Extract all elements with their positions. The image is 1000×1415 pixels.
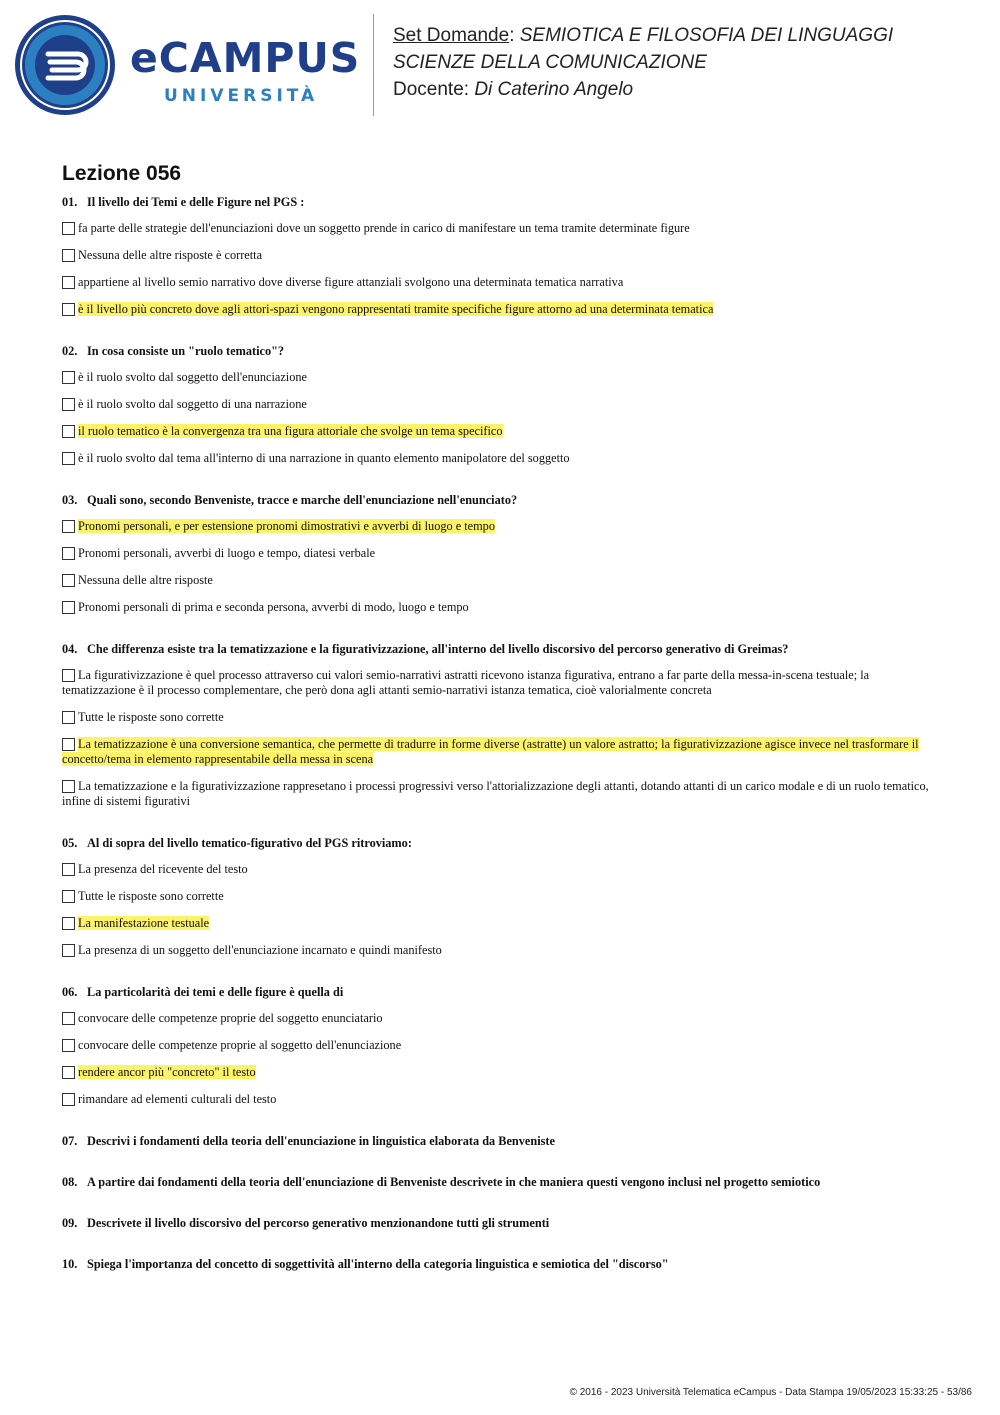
question-number: 06. [62, 985, 78, 999]
open-question [62, 1134, 942, 1149]
question-list [62, 195, 942, 1298]
question-text [62, 195, 942, 210]
question-spacer [62, 970, 942, 985]
checkbox[interactable] [62, 944, 75, 957]
answer-text: La manifestazione testuale [78, 916, 210, 930]
question-spacer [62, 821, 942, 836]
logo-brand: eCAMPUS [130, 34, 361, 82]
checkbox[interactable] [62, 276, 75, 289]
checkbox[interactable] [62, 398, 75, 411]
answer-option[interactable] [62, 370, 942, 385]
question-spacer [62, 478, 942, 493]
question-number: 02. [62, 344, 78, 358]
answer-option[interactable] [62, 710, 942, 725]
checkbox[interactable] [62, 601, 75, 614]
answer-text: è il ruolo svolto dal soggetto dell'enunciazione [78, 370, 307, 384]
answer-text: La tematizzazione è una conversione semantica, che permette di tradurre in forme diverse (astratte) un valore astratto; la figurativizzazione agisce invece nel trasformare il concetto/tema in elemento rappresentabile della messa in scena [62, 737, 919, 766]
answer-text: è il ruolo svolto dal tema all'interno di una narrazione in quanto elemento manipolatore del soggetto [78, 451, 570, 465]
page-header [0, 0, 1000, 130]
answer-option[interactable] [62, 248, 942, 263]
question-block [62, 836, 942, 985]
checkbox[interactable] [62, 669, 75, 682]
question-number: 03. [62, 493, 78, 507]
question-number: 08. [62, 1175, 78, 1189]
question-number: 04. [62, 642, 78, 656]
question-label: In cosa consiste un "ruolo tematico"? [87, 344, 285, 358]
answer-option[interactable] [62, 600, 942, 615]
checkbox[interactable] [62, 1093, 75, 1106]
checkbox[interactable] [62, 249, 75, 262]
question-text [62, 985, 942, 1000]
degree-name: SCIENZE DELLA COMUNICAZIONE [393, 52, 707, 73]
checkbox[interactable] [62, 452, 75, 465]
answer-text: Tutte le risposte sono corrette [78, 710, 224, 724]
answer-text: Pronomi personali, avverbi di luogo e tempo, diatesi verbale [78, 546, 376, 560]
answer-text: rimandare ad elementi culturali del testo [78, 1092, 277, 1106]
checkbox[interactable] [62, 1012, 75, 1025]
answer-option[interactable] [62, 862, 942, 877]
teacher-name: Di Caterino Angelo [474, 79, 634, 100]
answer-option[interactable] [62, 1065, 942, 1080]
checkbox[interactable] [62, 917, 75, 930]
question-label: Descrivi i fondamenti della teoria dell'enunciazione in linguistica elaborata da Benveniste [87, 1134, 555, 1148]
open-question [62, 1175, 942, 1190]
checkbox[interactable] [62, 547, 75, 560]
logo-subtitle: UNIVERSITÀ [164, 86, 319, 106]
answer-text: è il ruolo svolto dal soggetto di una narrazione [78, 397, 307, 411]
answer-text: rendere ancor più "concreto" il testo [78, 1065, 256, 1079]
question-block [62, 985, 942, 1134]
answer-option[interactable] [62, 1092, 942, 1107]
question-text [62, 493, 942, 508]
answer-option[interactable] [62, 221, 942, 236]
answer-option[interactable] [62, 546, 942, 561]
answer-text: convocare delle competenze proprie del soggetto enunciatario [78, 1011, 383, 1025]
course-name: SEMIOTICA E FILOSOFIA DEI LINGUAGGI [519, 25, 894, 46]
answer-text: fa parte delle strategie dell'enunciazioni dove un soggetto prende in carico di manifestare un tema tramite determinate figure [78, 221, 690, 235]
question-number: 10. [62, 1257, 78, 1271]
answer-option[interactable] [62, 302, 942, 317]
checkbox[interactable] [62, 425, 75, 438]
question-text [62, 836, 942, 851]
set-label: Set Domande [393, 25, 510, 46]
checkbox[interactable] [62, 711, 75, 724]
ecampus-logo-icon [14, 14, 116, 116]
lesson-title: Lezione 056 [62, 162, 182, 185]
checkbox[interactable] [62, 371, 75, 384]
answer-text: il ruolo tematico è la convergenza tra una figura attoriale che svolge un tema specifico [78, 424, 503, 438]
answer-text: Pronomi personali, e per estensione pronomi dimostrativi e avverbi di luogo e tempo [78, 519, 495, 533]
question-label: Il livello dei Temi e delle Figure nel PGS : [87, 195, 305, 209]
teacher-label: Docente: [393, 79, 470, 100]
checkbox[interactable] [62, 222, 75, 235]
answer-option[interactable] [62, 1038, 942, 1053]
answer-option[interactable] [62, 1011, 942, 1026]
answer-text: Nessuna delle altre risposte è corretta [78, 248, 263, 262]
question-text [62, 344, 942, 359]
checkbox[interactable] [62, 520, 75, 533]
answer-option[interactable] [62, 573, 942, 588]
answer-text: La figurativizzazione è quel processo attraverso cui valori semio-narrativi astratti ricevono istanza figurativa, entrano a far parte della messa-in-scena testuale; la tematizzazione è il processo complementare, che però dona agli attanti semio-narrativi istanza tematica, cioè valorialmente concreta [62, 668, 870, 697]
header-info: Set Domande: SEMIOTICA E FILOSOFIA DEI LINGUAGGI SCIENZE DELLA COMUNICAZIONE Docente: Di Caterino Angelo [393, 25, 894, 100]
open-question [62, 1216, 942, 1231]
question-label: Che differenza esiste tra la tematizzazione e la figurativizzazione, all'interno del livello discorsivo del percorso generativo di Greimas? [87, 642, 789, 656]
answer-text: La tematizzazione e la figurativizzazione rappresetano i processi progressivi verso l'attorializzazione degli attanti, dotando attanti di un carico modale e di un ruolo tematico, infine di sistemi figurativi [62, 779, 929, 808]
answer-text: La presenza di un soggetto dell'enunciazione incarnato e quindi manifesto [78, 943, 442, 957]
checkbox[interactable] [62, 303, 75, 316]
answer-option[interactable] [62, 275, 942, 290]
answer-option[interactable] [62, 916, 942, 931]
answer-text: convocare delle competenze proprie al soggetto dell'enunciazione [78, 1038, 402, 1052]
question-number: 05. [62, 836, 78, 850]
answer-text: La presenza del ricevente del testo [78, 862, 248, 876]
question-spacer [62, 627, 942, 642]
question-block [62, 642, 942, 836]
question-label: La particolarità dei temi e delle figure è quella di [87, 985, 344, 999]
question-label: Quali sono, secondo Benveniste, tracce e marche dell'enunciazione nell'enunciato? [87, 493, 518, 507]
question-label: Al di sopra del livello tematico-figurativo del PGS ritroviamo: [87, 836, 412, 850]
question-spacer [62, 1119, 942, 1134]
open-question [62, 1257, 942, 1272]
checkbox[interactable] [62, 1066, 75, 1079]
checkbox[interactable] [62, 1039, 75, 1052]
question-block [62, 195, 942, 344]
checkbox[interactable] [62, 574, 75, 587]
question-label: A partire dai fondamenti della teoria dell'enunciazione di Benveniste descrivete in che maniera questi vengono inclusi nel progetto semiotico [87, 1175, 821, 1189]
checkbox[interactable] [62, 780, 75, 793]
answer-option[interactable] [62, 889, 942, 904]
answer-option[interactable] [62, 519, 942, 534]
answer-option[interactable] [62, 943, 942, 958]
answer-text: Nessuna delle altre risposte [78, 573, 213, 587]
question-label: Spiega l'importanza del concetto di soggettività all'interno della categoria linguistica e semiotica del "discorso" [87, 1257, 669, 1271]
answer-text: Pronomi personali di prima e seconda persona, avverbi di modo, luogo e tempo [78, 600, 469, 614]
answer-text: è il livello più concreto dove agli attori-spazi vengono rappresentati tramite specifiche figure attorno ad una determinata tematica [78, 302, 714, 316]
answer-text: Tutte le risposte sono corrette [78, 889, 224, 903]
checkbox[interactable] [62, 738, 75, 751]
page-footer: © 2016 - 2023 Università Telematica eCampus - Data Stampa 19/05/2023 15:33:25 - 53/86 [569, 1387, 972, 1398]
answer-option[interactable] [62, 424, 942, 439]
question-label: Descrivete il livello discorsivo del percorso generativo menzionandone tutti gli strumenti [87, 1216, 550, 1230]
answer-option[interactable] [62, 668, 942, 698]
answer-option[interactable] [62, 451, 942, 466]
answer-option[interactable] [62, 737, 942, 767]
question-number: 09. [62, 1216, 78, 1230]
question-spacer [62, 329, 942, 344]
question-number: 07. [62, 1134, 78, 1148]
answer-option[interactable] [62, 397, 942, 412]
answer-text: appartiene al livello semio narrativo dove diverse figure attanziali svolgono una determinata tematica narrativa [78, 275, 624, 289]
checkbox[interactable] [62, 863, 75, 876]
question-number: 01. [62, 195, 78, 209]
answer-option[interactable] [62, 779, 942, 809]
question-text [62, 642, 942, 657]
header-divider [373, 14, 374, 116]
question-block [62, 344, 942, 493]
question-block [62, 493, 942, 642]
checkbox[interactable] [62, 890, 75, 903]
